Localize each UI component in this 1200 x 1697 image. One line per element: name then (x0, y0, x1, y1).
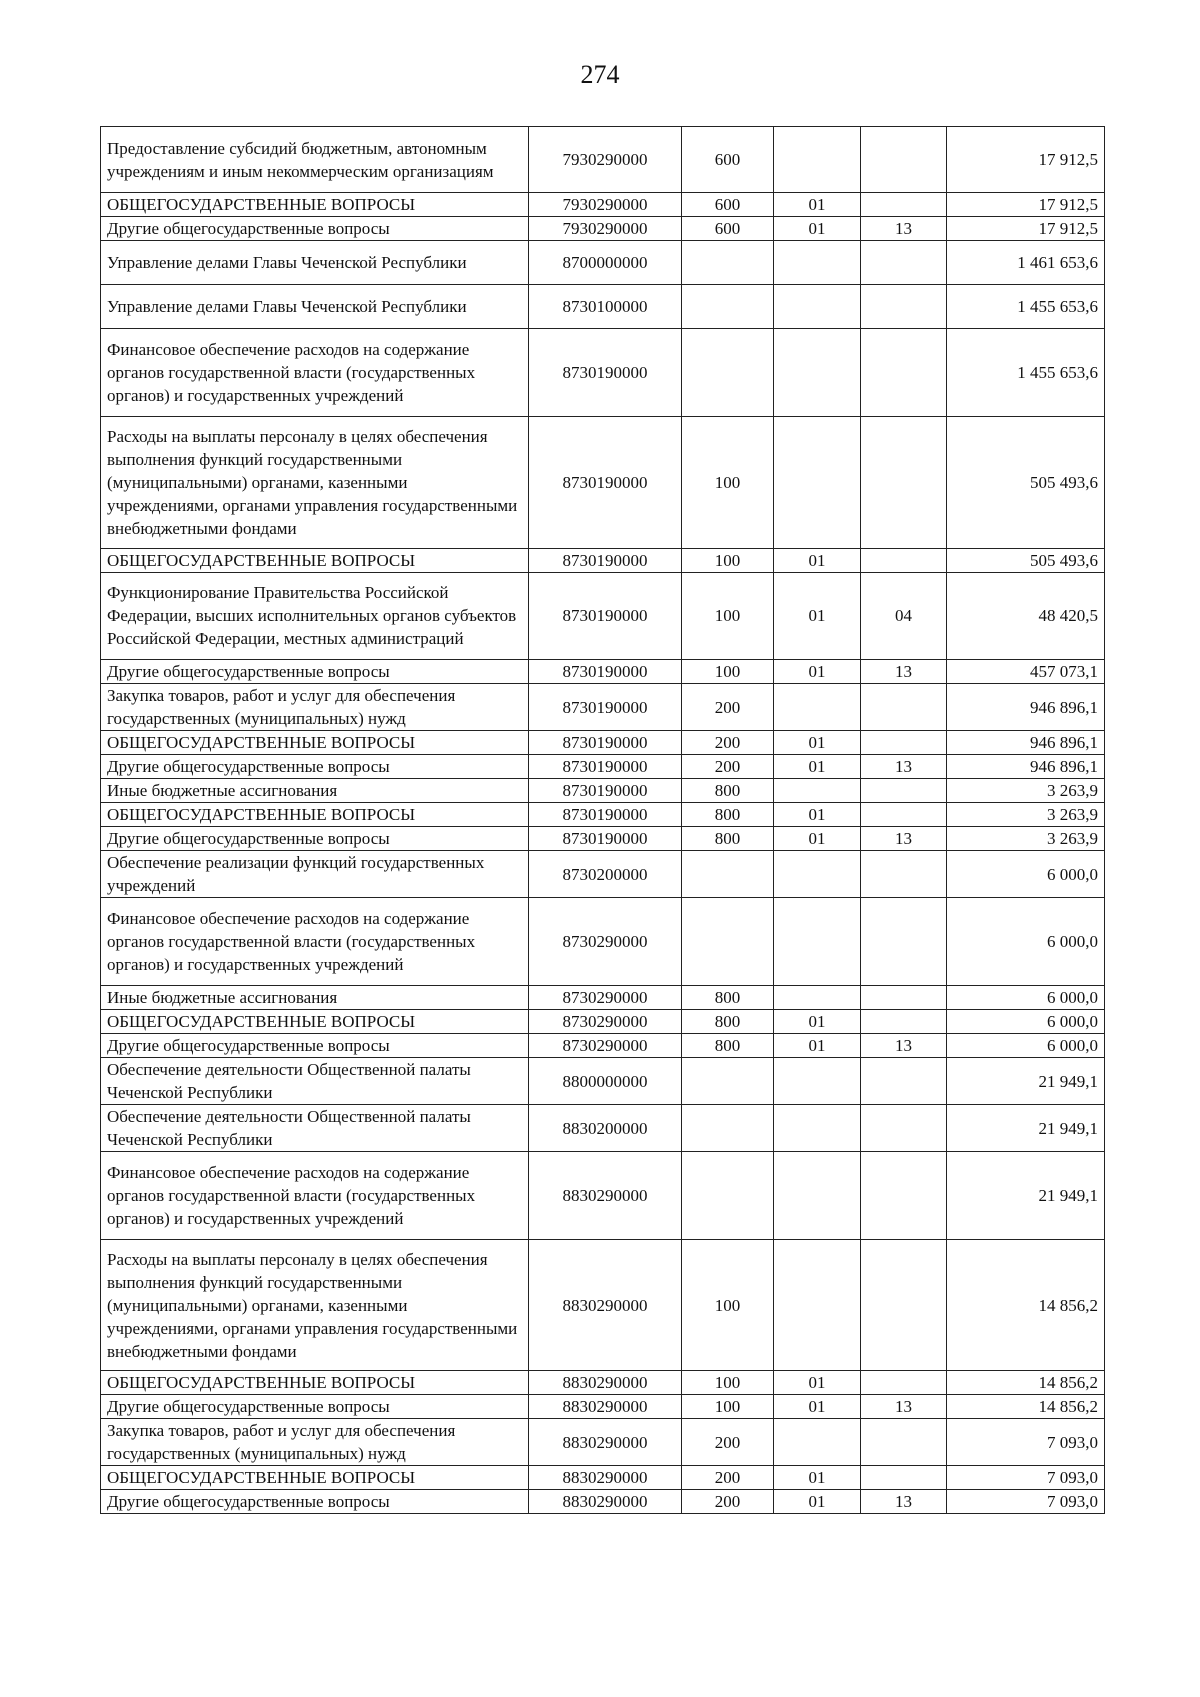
row-expense-type: 100 (682, 1371, 774, 1395)
row-subsection: 13 (861, 1490, 947, 1514)
row-code: 8730190000 (529, 803, 682, 827)
row-subsection (861, 1239, 947, 1370)
table-row (101, 127, 1105, 193)
row-name: Обеспечение реализации функций государственных учреждений (101, 851, 529, 898)
row-section: 01 (774, 572, 861, 660)
row-section (774, 417, 861, 548)
row-expense-type: 200 (682, 755, 774, 779)
row-amount: 48 420,5 (947, 572, 1105, 660)
row-code: 8730190000 (529, 329, 682, 417)
row-amount: 21 949,1 (947, 1105, 1105, 1152)
row-amount: 946 896,1 (947, 684, 1105, 731)
table-row (101, 684, 1105, 731)
table-row (101, 1010, 1105, 1034)
row-name: Другие общегосударственные вопросы (101, 1034, 529, 1058)
row-name: Закупка товаров, работ и услуг для обеспечения государственных (муниципальных) нужд (101, 1419, 529, 1466)
budget-table-body (101, 127, 1105, 1514)
row-code: 8730290000 (529, 986, 682, 1010)
row-code: 7930290000 (529, 127, 682, 193)
row-amount: 7 093,0 (947, 1419, 1105, 1466)
table-row (101, 731, 1105, 755)
table-row (101, 803, 1105, 827)
row-subsection (861, 193, 947, 217)
table-row (101, 1058, 1105, 1105)
row-code: 8730190000 (529, 548, 682, 572)
row-subsection: 13 (861, 827, 947, 851)
table-row (101, 1395, 1105, 1419)
row-code: 8830290000 (529, 1371, 682, 1395)
budget-table (100, 126, 1105, 1514)
table-row (101, 217, 1105, 241)
row-amount: 21 949,1 (947, 1152, 1105, 1240)
row-subsection (861, 127, 947, 193)
row-section: 01 (774, 548, 861, 572)
row-section: 01 (774, 1010, 861, 1034)
row-section (774, 285, 861, 329)
row-section: 01 (774, 1466, 861, 1490)
row-subsection (861, 1152, 947, 1240)
row-section: 01 (774, 827, 861, 851)
table-row (101, 329, 1105, 417)
row-expense-type (682, 898, 774, 986)
row-amount: 1 455 653,6 (947, 285, 1105, 329)
row-code: 7930290000 (529, 217, 682, 241)
row-subsection (861, 1105, 947, 1152)
row-amount: 1 455 653,6 (947, 329, 1105, 417)
row-code: 8730190000 (529, 827, 682, 851)
table-row (101, 1034, 1105, 1058)
row-amount: 946 896,1 (947, 755, 1105, 779)
table-row (101, 986, 1105, 1010)
table-row (101, 548, 1105, 572)
table-row (101, 1239, 1105, 1370)
table-row (101, 898, 1105, 986)
table-row (101, 660, 1105, 684)
row-section (774, 1239, 861, 1370)
row-name: Финансовое обеспечение расходов на содержание органов государственной власти (государственных органов) и государственных учреждений (101, 1152, 529, 1240)
row-section: 01 (774, 1034, 861, 1058)
table-row (101, 285, 1105, 329)
row-amount: 6 000,0 (947, 1010, 1105, 1034)
table-row (101, 851, 1105, 898)
row-subsection (861, 329, 947, 417)
row-amount: 6 000,0 (947, 986, 1105, 1010)
row-code: 8730290000 (529, 898, 682, 986)
row-subsection (861, 417, 947, 548)
row-amount: 17 912,5 (947, 127, 1105, 193)
row-subsection (861, 731, 947, 755)
table-row (101, 827, 1105, 851)
row-amount: 14 856,2 (947, 1371, 1105, 1395)
row-section (774, 241, 861, 285)
row-subsection: 13 (861, 217, 947, 241)
row-section: 01 (774, 731, 861, 755)
row-subsection: 13 (861, 755, 947, 779)
page-number: 274 (580, 60, 620, 89)
table-row (101, 1490, 1105, 1514)
row-name: Закупка товаров, работ и услуг для обеспечения государственных (муниципальных) нужд (101, 684, 529, 731)
row-code: 8830290000 (529, 1466, 682, 1490)
row-name: Управление делами Главы Чеченской Республики (101, 241, 529, 285)
row-name: Управление делами Главы Чеченской Республики (101, 285, 529, 329)
row-name: Иные бюджетные ассигнования (101, 986, 529, 1010)
row-section (774, 1058, 861, 1105)
row-expense-type: 800 (682, 779, 774, 803)
row-subsection (861, 986, 947, 1010)
row-expense-type: 800 (682, 1034, 774, 1058)
row-section (774, 1419, 861, 1466)
table-row (101, 1371, 1105, 1395)
row-code: 8730190000 (529, 660, 682, 684)
row-section: 01 (774, 1395, 861, 1419)
row-amount: 17 912,5 (947, 217, 1105, 241)
row-code: 8730200000 (529, 851, 682, 898)
row-subsection: 13 (861, 1034, 947, 1058)
row-expense-type: 600 (682, 217, 774, 241)
row-section: 01 (774, 755, 861, 779)
row-code: 8730190000 (529, 779, 682, 803)
row-code: 8830290000 (529, 1490, 682, 1514)
row-name: ОБЩЕГОСУДАРСТВЕННЫЕ ВОПРОСЫ (101, 1371, 529, 1395)
row-code: 8830290000 (529, 1395, 682, 1419)
row-subsection (861, 1419, 947, 1466)
row-expense-type: 200 (682, 1419, 774, 1466)
row-section (774, 779, 861, 803)
row-expense-type: 200 (682, 1490, 774, 1514)
row-subsection (861, 285, 947, 329)
row-code: 8730190000 (529, 755, 682, 779)
row-amount: 1 461 653,6 (947, 241, 1105, 285)
row-expense-type (682, 1152, 774, 1240)
row-code: 8700000000 (529, 241, 682, 285)
row-subsection (861, 1010, 947, 1034)
table-row (101, 241, 1105, 285)
row-subsection (861, 548, 947, 572)
row-expense-type: 100 (682, 1395, 774, 1419)
row-expense-type (682, 851, 774, 898)
row-amount: 17 912,5 (947, 193, 1105, 217)
row-code: 8730190000 (529, 417, 682, 548)
row-amount: 14 856,2 (947, 1395, 1105, 1419)
row-amount: 3 263,9 (947, 779, 1105, 803)
row-expense-type: 100 (682, 417, 774, 548)
row-expense-type (682, 1105, 774, 1152)
row-expense-type: 200 (682, 731, 774, 755)
row-name: Другие общегосударственные вопросы (101, 1490, 529, 1514)
row-section (774, 898, 861, 986)
table-row (101, 193, 1105, 217)
row-code: 8730190000 (529, 731, 682, 755)
row-expense-type: 200 (682, 1466, 774, 1490)
table-row (101, 779, 1105, 803)
table-row (101, 572, 1105, 660)
row-expense-type: 800 (682, 986, 774, 1010)
row-name: Другие общегосударственные вопросы (101, 827, 529, 851)
row-subsection (861, 1466, 947, 1490)
row-amount: 505 493,6 (947, 417, 1105, 548)
row-code: 8830290000 (529, 1152, 682, 1240)
row-name: ОБЩЕГОСУДАРСТВЕННЫЕ ВОПРОСЫ (101, 193, 529, 217)
row-name: Финансовое обеспечение расходов на содержание органов государственной власти (государственных органов) и государственных учреждений (101, 329, 529, 417)
row-expense-type (682, 1058, 774, 1105)
row-name: Обеспечение деятельности Общественной палаты Чеченской Республики (101, 1105, 529, 1152)
row-code: 8730190000 (529, 684, 682, 731)
row-section (774, 684, 861, 731)
row-name: Финансовое обеспечение расходов на содержание органов государственной власти (государственных органов) и государственных учреждений (101, 898, 529, 986)
row-section: 01 (774, 217, 861, 241)
row-amount: 3 263,9 (947, 827, 1105, 851)
row-amount: 7 093,0 (947, 1490, 1105, 1514)
row-name: Функционирование Правительства Российской Федерации, высших исполнительных органов субъектов Российской Федерации, местных администраций (101, 572, 529, 660)
row-code: 8730100000 (529, 285, 682, 329)
row-name: ОБЩЕГОСУДАРСТВЕННЫЕ ВОПРОСЫ (101, 1010, 529, 1034)
row-amount: 7 093,0 (947, 1466, 1105, 1490)
row-name: Предоставление субсидий бюджетным, автономным учреждениям и иным некоммерческим организациям (101, 127, 529, 193)
row-name: ОБЩЕГОСУДАРСТВЕННЫЕ ВОПРОСЫ (101, 731, 529, 755)
row-section (774, 329, 861, 417)
row-name: Обеспечение деятельности Общественной палаты Чеченской Республики (101, 1058, 529, 1105)
row-subsection: 04 (861, 572, 947, 660)
table-row (101, 755, 1105, 779)
row-code: 7930290000 (529, 193, 682, 217)
row-subsection (861, 1058, 947, 1105)
table-row (101, 417, 1105, 548)
row-section: 01 (774, 1371, 861, 1395)
row-name: ОБЩЕГОСУДАРСТВЕННЫЕ ВОПРОСЫ (101, 1466, 529, 1490)
row-name: Другие общегосударственные вопросы (101, 217, 529, 241)
row-name: Другие общегосударственные вопросы (101, 755, 529, 779)
table-row (101, 1105, 1105, 1152)
row-name: Иные бюджетные ассигнования (101, 779, 529, 803)
table-row (101, 1419, 1105, 1466)
row-subsection (861, 851, 947, 898)
row-expense-type: 100 (682, 660, 774, 684)
row-section (774, 1152, 861, 1240)
row-code: 8830290000 (529, 1239, 682, 1370)
row-code: 8830290000 (529, 1419, 682, 1466)
table-row (101, 1466, 1105, 1490)
row-expense-type: 100 (682, 572, 774, 660)
row-name: Расходы на выплаты персоналу в целях обеспечения выполнения функций государственными (муниципальными) органами, казенными учреждениями, органами управления государственными внебюджетными фондами (101, 1239, 529, 1370)
row-expense-type (682, 241, 774, 285)
row-section: 01 (774, 193, 861, 217)
row-subsection: 13 (861, 660, 947, 684)
row-name: Другие общегосударственные вопросы (101, 1395, 529, 1419)
row-section: 01 (774, 1490, 861, 1514)
row-code: 8730190000 (529, 572, 682, 660)
row-expense-type: 200 (682, 684, 774, 731)
row-expense-type (682, 285, 774, 329)
row-amount: 21 949,1 (947, 1058, 1105, 1105)
row-section (774, 1105, 861, 1152)
row-expense-type: 600 (682, 193, 774, 217)
row-code: 8800000000 (529, 1058, 682, 1105)
row-name: Другие общегосударственные вопросы (101, 660, 529, 684)
row-subsection (861, 1371, 947, 1395)
row-section: 01 (774, 803, 861, 827)
row-section (774, 851, 861, 898)
row-section: 01 (774, 660, 861, 684)
row-amount: 505 493,6 (947, 548, 1105, 572)
row-amount: 6 000,0 (947, 898, 1105, 986)
row-subsection (861, 898, 947, 986)
row-subsection (861, 803, 947, 827)
row-subsection (861, 684, 947, 731)
row-name: ОБЩЕГОСУДАРСТВЕННЫЕ ВОПРОСЫ (101, 803, 529, 827)
row-expense-type: 600 (682, 127, 774, 193)
row-name: ОБЩЕГОСУДАРСТВЕННЫЕ ВОПРОСЫ (101, 548, 529, 572)
row-subsection (861, 779, 947, 803)
table-row (101, 1152, 1105, 1240)
row-amount: 3 263,9 (947, 803, 1105, 827)
row-amount: 6 000,0 (947, 851, 1105, 898)
row-code: 8730290000 (529, 1034, 682, 1058)
row-expense-type: 800 (682, 803, 774, 827)
row-expense-type (682, 329, 774, 417)
row-name: Расходы на выплаты персоналу в целях обеспечения выполнения функций государственными (муниципальными) органами, казенными учреждениями, органами управления государственными внебюджетными фондами (101, 417, 529, 548)
row-code: 8830200000 (529, 1105, 682, 1152)
row-subsection (861, 241, 947, 285)
row-section (774, 127, 861, 193)
row-amount: 14 856,2 (947, 1239, 1105, 1370)
row-expense-type: 100 (682, 548, 774, 572)
row-amount: 946 896,1 (947, 731, 1105, 755)
row-amount: 6 000,0 (947, 1034, 1105, 1058)
row-expense-type: 800 (682, 827, 774, 851)
row-expense-type: 800 (682, 1010, 774, 1034)
row-amount: 457 073,1 (947, 660, 1105, 684)
row-section (774, 986, 861, 1010)
row-expense-type: 100 (682, 1239, 774, 1370)
row-code: 8730290000 (529, 1010, 682, 1034)
row-subsection: 13 (861, 1395, 947, 1419)
